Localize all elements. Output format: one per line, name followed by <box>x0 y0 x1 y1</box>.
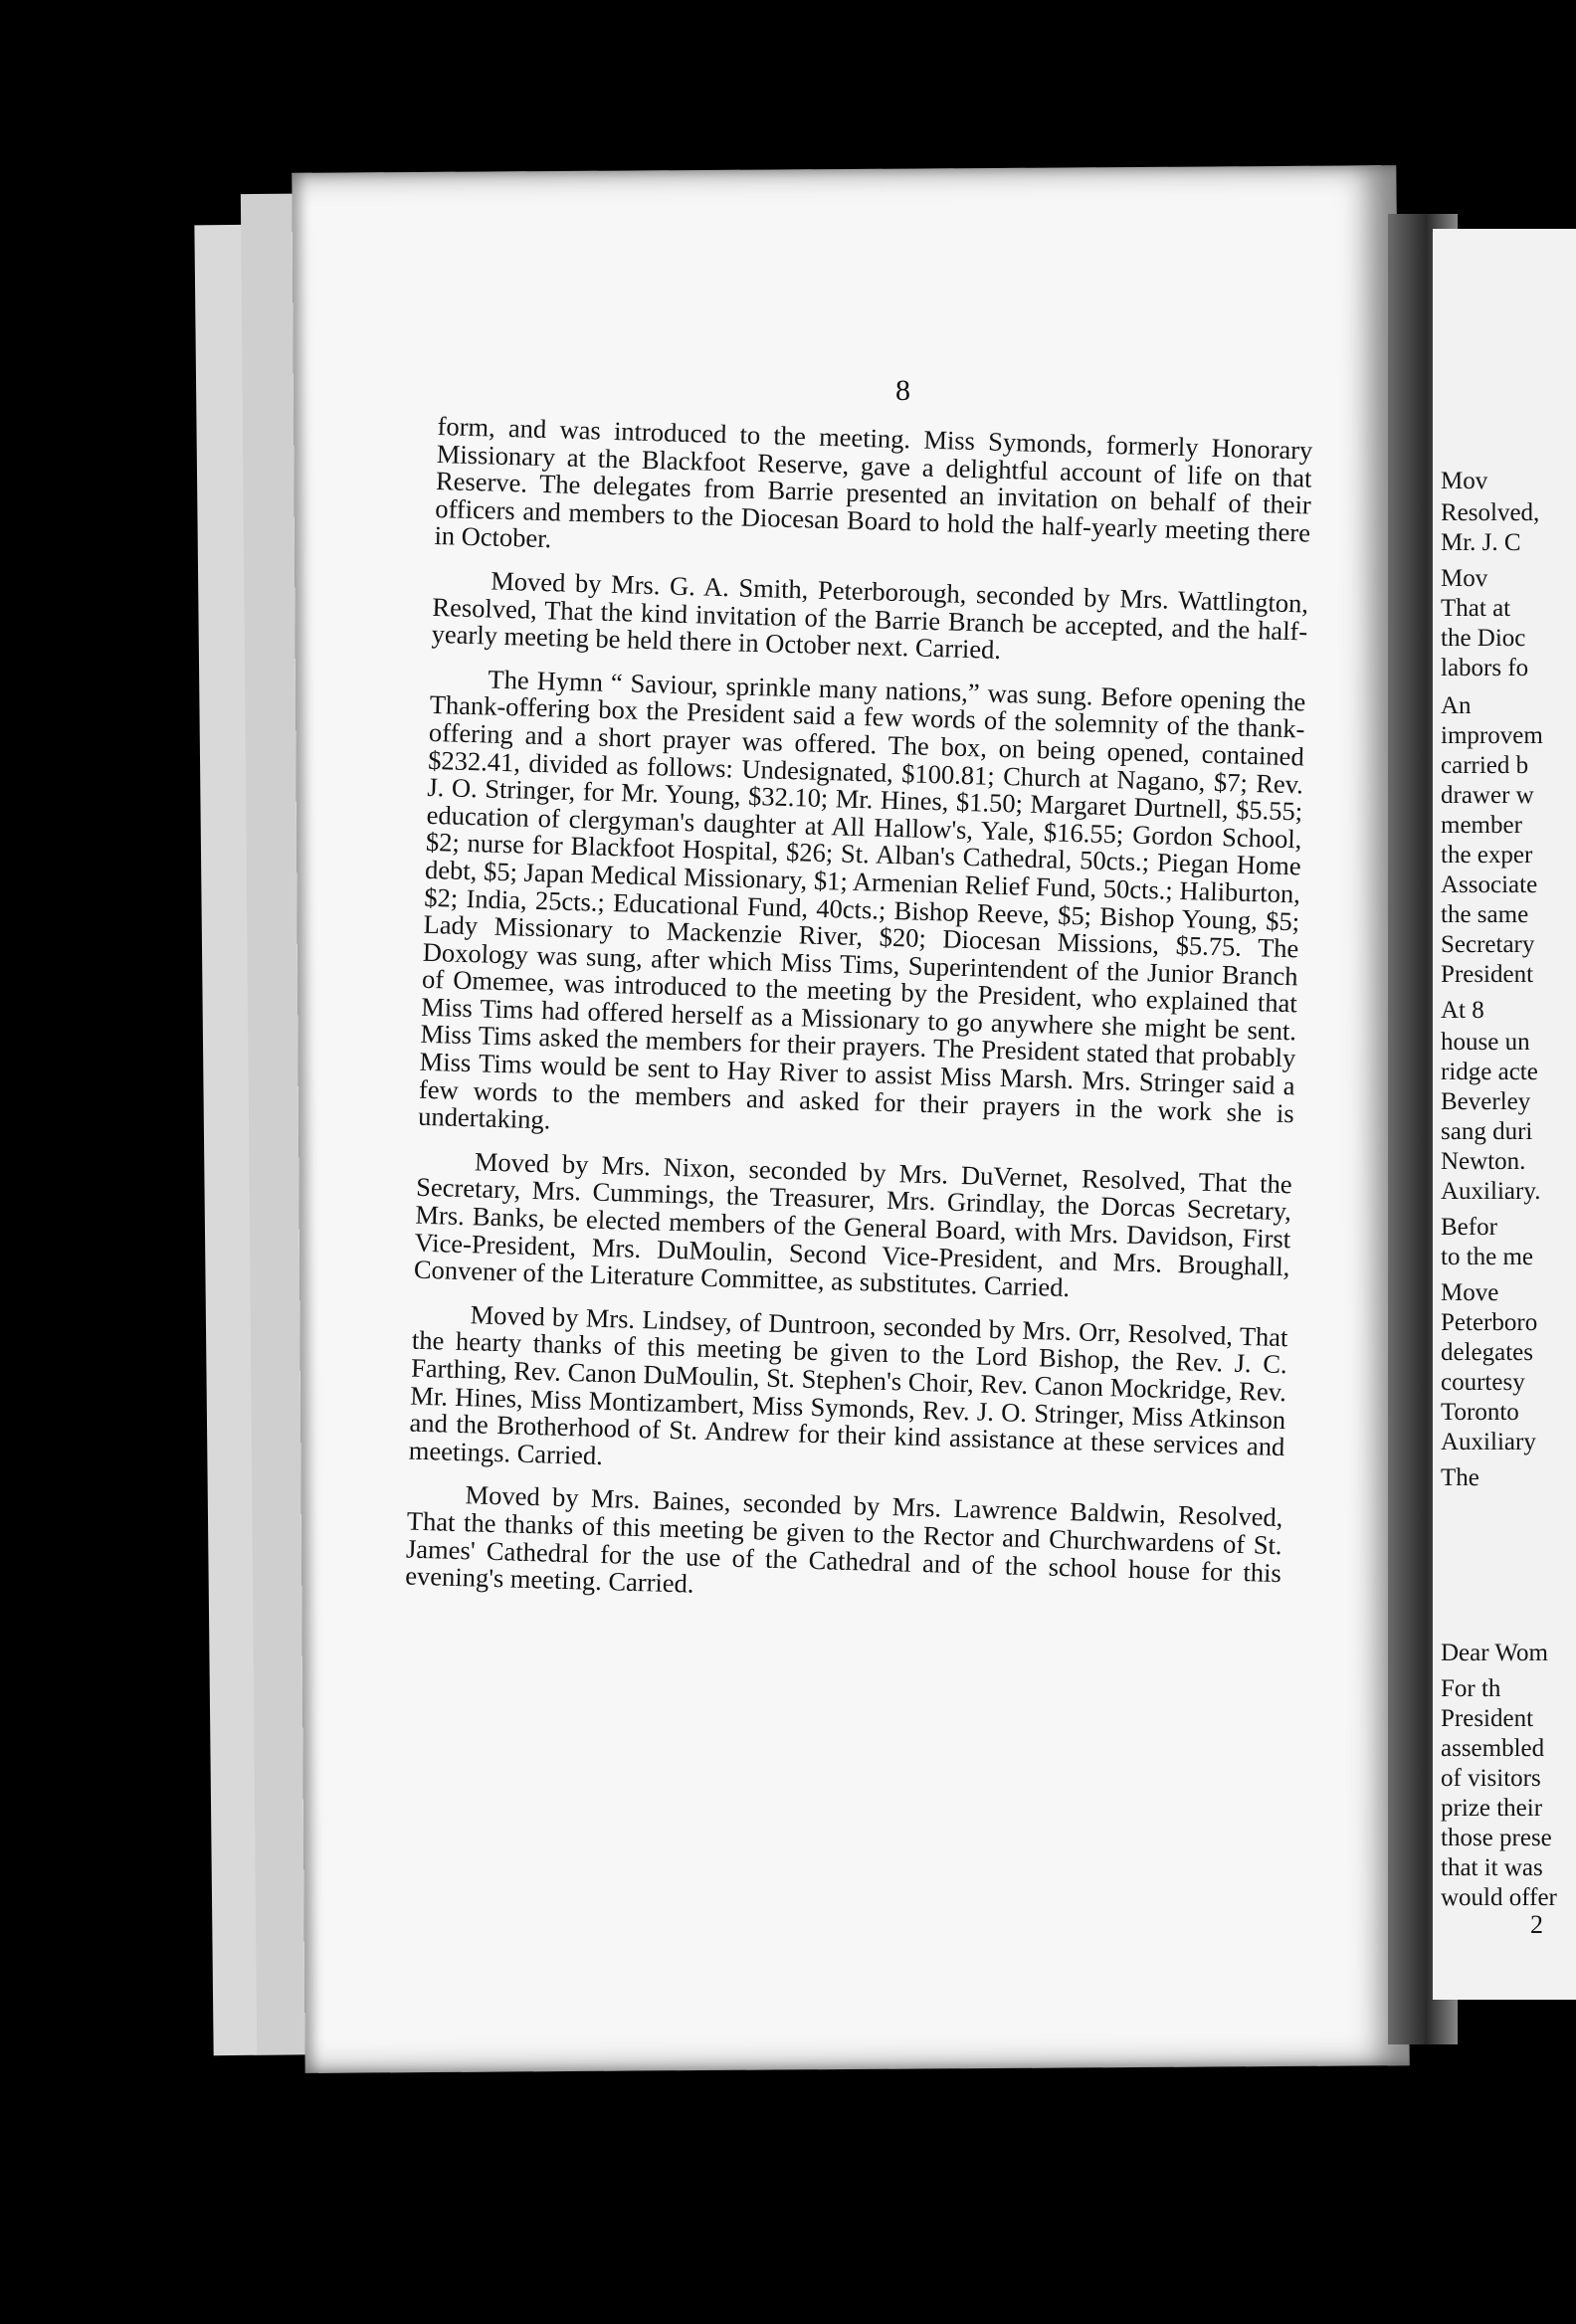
right-page-line: Mov <box>1441 565 1488 592</box>
right-page-line: Newton. <box>1441 1148 1526 1175</box>
right-page-line: An <box>1441 692 1472 719</box>
right-page-line: Auxiliary. <box>1441 1178 1541 1205</box>
right-page-line: Mr. J. C <box>1441 529 1521 556</box>
right-page-line: Befor <box>1441 1214 1497 1241</box>
paragraph: Moved by Mrs. Baines, seconded by Mrs. Lawrence Baldwin, Resolved, That the thanks of this meeting be given to the Rector and Churchwardens of St. James' Cathedral for the use of the Cathedral and of the school house for this evening's meeting. Carried. <box>404 1479 1283 1599</box>
right-page-line: Peterboro <box>1441 1309 1538 1336</box>
right-page-line: delegates <box>1441 1339 1534 1366</box>
right-page-line: improvem <box>1441 722 1543 749</box>
page-text <box>405 413 1313 1631</box>
right-page-line: courtesy <box>1441 1369 1525 1396</box>
paragraph: Moved by Mrs. Lindsey, of Duntroon, seconded by Mrs. Orr, Resolved, That the hearty thanks of this meeting be given to the Lord Bishop, the Rev. J. C. Farthing, Rev. Canon DuMoulin, St. Stephen's Choir, Rev. Canon Mockridge, Rev. Mr. Hines, Miss Montizambert, Miss Symonds, Rev. J. O. Stringer, Miss Atkinson and the Brotherhood of St. Andrew for their kind assistance at these services and meetings. Carried. <box>408 1299 1288 1470</box>
right-page-line: prize their <box>1441 1795 1543 1822</box>
right-page-number: 2 <box>1530 1910 1543 1939</box>
right-page-line: ridge acte <box>1441 1059 1538 1085</box>
right-page-line: For th <box>1441 1675 1501 1702</box>
right-page-line: carried b <box>1441 752 1529 779</box>
paragraph: Moved by Mrs. Nixon, seconded by Mrs. DuVernet, Resolved, That the Secretary, Mrs. Cummings, the Treasurer, Mrs. Grindlay, the Dorcas Secretary, Mrs. Banks, be elected members of the General Board, with Mrs. Davidson, First Vice-President, Mrs. DuMoulin, Second Vice-President, and Mrs. Broughall, Convener of the Literature Committee, as substitutes. Carried. <box>413 1146 1293 1303</box>
right-page-line: President <box>1441 961 1534 988</box>
right-page-line: At 8 <box>1441 997 1484 1024</box>
right-page-line: assembled <box>1441 1735 1545 1762</box>
right-page-line: drawer w <box>1441 782 1534 809</box>
right-page-line: those prese <box>1441 1825 1552 1851</box>
paragraph: The Hymn “ Saviour, sprinkle many nations,” was sung. Before opening the Thank-offering box the President said a few words of the solemnity of the thank-offering and a short prayer was offered. The box, on being opened, contained $232.41, divided as follows: Undesignated, $100.81; Church at Nagano, $7; Rev. J. O. Stringer, for Mr. Young, $32.10; Mr. Hines, $1.50; Margaret Durtnell, $5.55; education of clergyman's daughter at All Hallow's, Yale, $16.55; Gordon School, $2; nurse for Blackfoot Hospital, $26; St. Alban's Cathedral, 50cts.; Piegan Home debt, $5; Japan Medical Missionary, $1; Armenian Relief Fund, 50cts.; Haliburton, $2; India, 25cts.; Educational Fund, 40cts.; Bishop Reeve, $5; Bishop Young, $5; Lady Missionary to Mackenzie River, $20; Diocesan Missions, $5.75. The Doxology was sung, after which Miss Tims, Superintendent of the Junior Branch of Omemee, was introduced to the meeting by the President, who explained that Miss Tims had offered herself as a Missionary to go anywhere she might be sent. Miss Tims asked the members for their prayers. The President stated that probably Miss Tims would be sent to Hay River to assist Miss Marsh. Mrs. Stringer said a few words to the members and asked for their prayers in the work she is undertaking. <box>417 664 1306 1135</box>
right-page-line: Associate <box>1441 872 1538 898</box>
right-page-line: Dear Wom <box>1441 1640 1548 1666</box>
paragraph: form, and was introduced to the meeting. Miss Symonds, formerly Honorary Missionary at the Blackfoot Reserve, gave a delightful account of life on that Reserve. The delegates from Barrie presented an invitation on behalf of their officers and members to the Diocesan Board to hold the half-yearly meeting there in October. <box>434 411 1313 554</box>
right-page-line: Toronto <box>1441 1399 1519 1426</box>
right-page-line: to the me <box>1441 1244 1534 1270</box>
right-page-line: The <box>1441 1464 1479 1491</box>
page-number: 8 <box>895 374 910 407</box>
right-page-line: President <box>1441 1705 1534 1732</box>
right-page-line: Auxiliary <box>1441 1429 1536 1455</box>
right-page-line: labors fo <box>1441 655 1529 681</box>
right-page <box>1433 229 1576 2000</box>
right-page-line: Move <box>1441 1279 1499 1306</box>
right-page-line: Beverley <box>1441 1088 1531 1115</box>
right-page-line: Secretary <box>1441 931 1535 958</box>
right-page-line: of visitors <box>1441 1765 1541 1792</box>
paragraph: Moved by Mrs. G. A. Smith, Peterborough, seconded by Mrs. Wattlington, Resolved, That the kind invitation of the Barrie Branch be accepted, and the half-yearly meeting be held there in October next. Carried. <box>431 565 1309 666</box>
right-page-line: that it was <box>1441 1854 1543 1881</box>
right-page-line: sang duri <box>1441 1118 1533 1145</box>
right-page-line: would offer <box>1441 1884 1557 1911</box>
right-page-line: the Dioc <box>1441 625 1526 652</box>
right-page-line: member <box>1441 812 1522 839</box>
right-page-line: the same <box>1441 901 1529 928</box>
right-page-line: That at <box>1441 595 1511 622</box>
right-page-line: Resolved, <box>1441 499 1540 526</box>
right-page-line: the exper <box>1441 842 1533 869</box>
right-page-line: Mov <box>1441 468 1488 494</box>
right-page-line: house un <box>1441 1029 1530 1056</box>
